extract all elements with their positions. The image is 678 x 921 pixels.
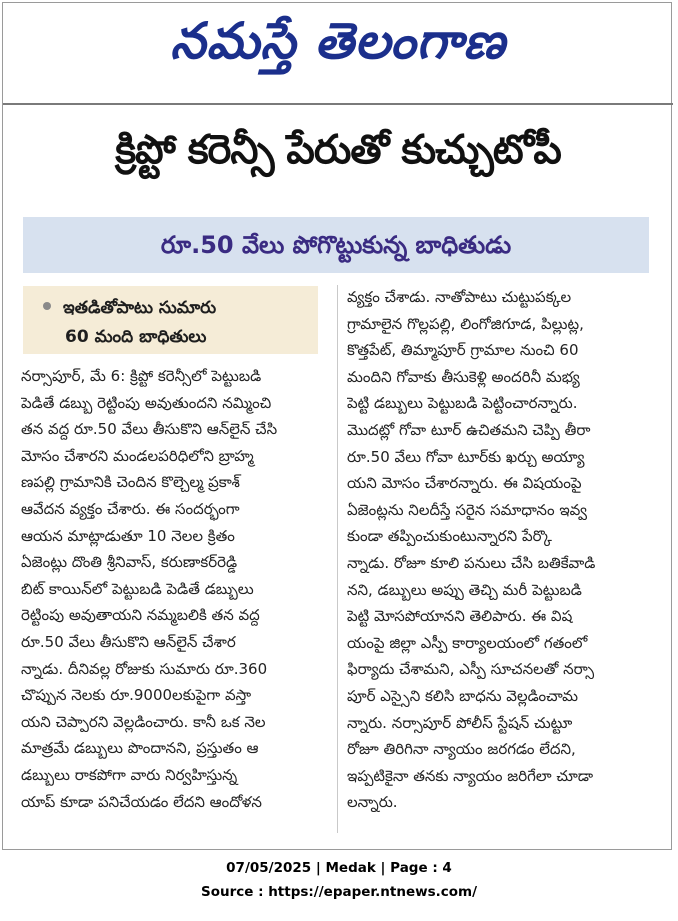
article-line: రూ.50 వేలు తీసుకొని ఆన్‌లైన్ చేశార: [21, 632, 236, 651]
highlight-text-1: ఇతడితోపాటు సుమారు: [63, 298, 217, 318]
article-line: నని, డబ్బులు అప్పు తెచ్చి మరీ పెట్టుబడి: [347, 580, 582, 599]
article-line: గ్రామాలైన గొల్లపల్లి, లింగోజిగూడ, పిల్లుట్ల,: [347, 314, 584, 333]
article-line: ఇప్పటికైనా తనకు న్యాయం జరిగేలా చూడా: [347, 766, 594, 785]
article-line: మందిని గోవాకు తీసుకెళ్లి అందరినీ మభ్య: [347, 367, 580, 386]
article-line: యని మోసం చేశారన్నారు. ఈ విషయంపై: [347, 474, 582, 493]
article-column-left: [21, 363, 327, 815]
article-line: మొదట్లో గోవా టూర్ ఉచితమని చెప్పి తీరా: [347, 420, 591, 439]
article-line: మాత్రమే డబ్బులు పొందానని, ప్రస్తుతం ఆ: [21, 739, 259, 758]
newspaper-clipping: [2, 2, 672, 850]
masthead-logo: నమస్తే తెలంగాణ: [170, 11, 506, 70]
article-line: న్నారు. నర్సాపూర్ పోలీస్ స్టేషన్ చుట్టూ: [347, 713, 573, 732]
article-line: ఆయన మాట్లాడుతూ 10 నెలల క్రితం: [21, 526, 235, 545]
footer-source: Source : https://epaper.ntnews.com/: [200, 884, 478, 900]
article-line: చొప్పున నెలకు రూ.9000లకుపైగా వస్తా: [21, 686, 252, 705]
article-line: యని చెప్పారని వెల్లడించారు. కానీ ఒక నెల: [21, 712, 266, 731]
article-line: యంపై జిల్లా ఎస్పీ కార్యాలయంలో గతంలో: [347, 633, 588, 652]
article-line: యాప్ కూడా పనిచేయడం లేదని ఆందోళన: [21, 792, 262, 811]
highlight-line-1: [43, 294, 308, 323]
article-line: కొత్తపేట్, తిమ్మాపూర్ గ్రామాల నుంచి 60: [347, 341, 579, 360]
article-line: ఫిర్యాదు చేశామని, ఎస్పీ సూచనలతో నర్సా: [347, 660, 595, 679]
article-line: ఆవేదన వ్యక్తం చేశారు. ఈ సందర్భంగా: [21, 499, 240, 518]
article-line: పూర్ ఎస్సైని కలిసి బాధను వెల్లడించామ: [347, 686, 579, 705]
article-line: బిట్ కాయిన్‌లో పెట్టుబడి పెడితే డబ్బులు: [21, 579, 254, 598]
article-line: మోసం చేశారని మండలపరిధిలోని బ్రాహ్మ: [21, 446, 254, 465]
article-line: రూ.50 వేలు గోవా టూర్‌కు ఖర్చు అయ్యా: [347, 447, 585, 466]
article-line: పెడితే డబ్బు రెట్టింపు అవుతుందని నమ్మించి: [21, 393, 272, 412]
article-column-right: [347, 284, 659, 816]
article-line: లన్నారు.: [347, 793, 398, 812]
article-line: కుండా తప్పించుకుంటున్నారని పేర్కొ: [347, 527, 552, 546]
article-line: ణపల్లి గ్రామానికి చెందిన కొల్చెల్మ ప్రకాశ్: [21, 473, 240, 492]
article-line: న్నాడు. రోజూ కూలి పనులు చేసి బతికేవాడి: [347, 553, 596, 572]
column-divider: [337, 285, 338, 833]
article-line: డబ్బులు రాకపోగా వారు నిర్వహిస్తున్న: [21, 765, 238, 784]
article-line: ఏజెంట్లు దొంతి శ్రీనివాస్, కరుణాకర్‌రెడ్డి: [21, 553, 238, 572]
article-line: పెట్టి డబ్బులు పెట్టుబడి పెట్టించారన్నారు.: [347, 394, 578, 413]
masthead-divider: [3, 103, 673, 105]
article-line: రోజూ తిరిగినా న్యాయం జరగడం లేదని,: [347, 740, 576, 759]
article-line: వ్యక్తం చేశాడు. నాతోపాటు చుట్టుపక్కల: [347, 288, 572, 306]
article-line: న్నాడు. దీనివల్ల రోజుకు సుమారు రూ.360: [21, 659, 268, 678]
article-line: ఏజెంట్లను నిలదీస్తే సరైన సమాధానం ఇవ్వ: [347, 500, 588, 519]
bullet-icon: [43, 302, 51, 310]
subheadline-band: రూ.50 వేలు పోగొట్టుకున్న బాధితుడు: [23, 217, 649, 273]
article-line: రెట్టింపు అవుతాయని నమ్మబలికి తన వద్ద: [21, 606, 260, 625]
article-line: తన వద్ద రూ.50 వేలు తీసుకొని ఆన్‌లైన్ చేసి: [21, 420, 278, 439]
article-line: పెట్టి మోసపోయానని తెలిపారు. ఈ విష: [347, 607, 573, 626]
headline: క్రిప్టో కరెన్సీ పేరుతో కుచ్చుటోపీ: [115, 127, 561, 173]
highlight-line-2: 60 మంది బాధితులు: [65, 327, 207, 347]
highlight-box: [23, 286, 318, 354]
footer-date-edition: 07/05/2025 | Medak | Page : 4: [226, 860, 452, 876]
article-line: నర్సాపూర్, మే 6: క్రిప్టో కరెన్సీలో పెట్టుబడి: [21, 367, 262, 385]
